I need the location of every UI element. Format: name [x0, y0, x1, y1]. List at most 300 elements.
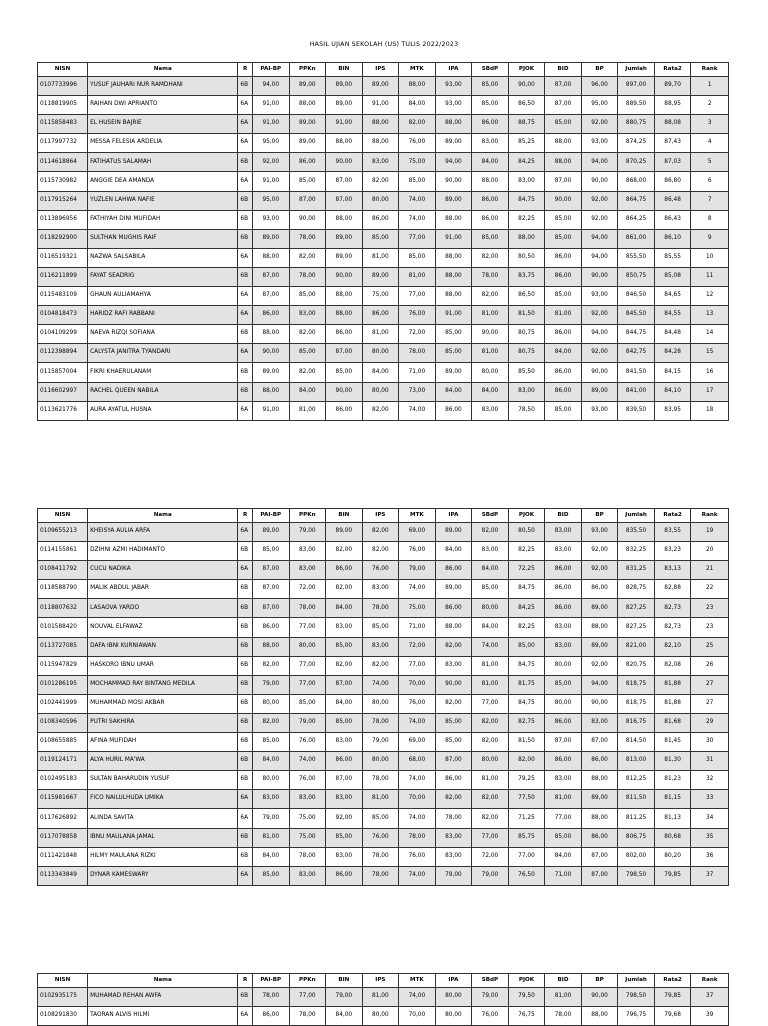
cell-bin: 82,00 — [326, 656, 363, 675]
cell-pjok: 80,50 — [508, 248, 545, 267]
cell-bin: 91,00 — [326, 115, 363, 134]
cell-sbdp: 83,00 — [472, 401, 509, 420]
cell-mtk: 84,00 — [399, 96, 436, 115]
cell-bp: 92,00 — [581, 115, 618, 134]
cell-rank: 32 — [691, 771, 729, 790]
column-header-average: Rata2 — [654, 974, 691, 988]
cell-ipa: 85,00 — [435, 325, 472, 344]
column-header-mtk: MTK — [399, 63, 436, 77]
table-row — [38, 267, 729, 286]
cell-bid: 86,00 — [545, 267, 582, 286]
cell-bid: 80,00 — [545, 694, 582, 713]
column-header-rank: Rank — [691, 509, 729, 523]
table-row — [38, 523, 729, 542]
header-row — [38, 509, 729, 523]
cell-total: 827,25 — [618, 618, 655, 637]
table-row — [38, 248, 729, 267]
cell-average: 79,68 — [654, 1007, 691, 1026]
cell-rank: 8 — [691, 210, 729, 229]
cell-ips: 88,00 — [362, 115, 399, 134]
cell-average: 86,10 — [654, 229, 691, 248]
cell-total: 868,00 — [618, 172, 655, 191]
cell-bin: 88,00 — [326, 287, 363, 306]
cell-nisn: 0117626892 — [38, 809, 88, 828]
cell-ppkn: 77,00 — [289, 656, 326, 675]
cell-nisn: 0114618864 — [38, 153, 88, 172]
table-row — [38, 599, 729, 618]
cell-class: 6A — [238, 1007, 253, 1026]
table-row — [38, 325, 729, 344]
cell-ipa: 93,00 — [435, 77, 472, 96]
cell-nisn: 0112398894 — [38, 344, 88, 363]
cell-rank: 16 — [691, 363, 729, 382]
cell-nisn: 0115857004 — [38, 363, 88, 382]
cell-pai-bp: 87,00 — [253, 599, 290, 618]
cell-mtk: 74,00 — [399, 210, 436, 229]
cell-pai-bp: 83,00 — [253, 790, 290, 809]
cell-nisn: 0108411792 — [38, 561, 88, 580]
results-table-1 — [37, 62, 729, 421]
cell-bp: 90,00 — [581, 172, 618, 191]
cell-class: 6B — [238, 675, 253, 694]
cell-sbdp: 81,00 — [472, 771, 509, 790]
cell-class: 6B — [238, 847, 253, 866]
cell-mtk: 74,00 — [399, 771, 436, 790]
cell-ips: 78,00 — [362, 713, 399, 732]
cell-average: 84,48 — [654, 325, 691, 344]
cell-rank: 27 — [691, 675, 729, 694]
cell-mtk: 73,00 — [399, 382, 436, 401]
cell-ppkn: 82,00 — [289, 363, 326, 382]
cell-rank: 18 — [691, 401, 729, 420]
cell-nisn: 0117997732 — [38, 134, 88, 153]
cell-name: RACHEL QUEEN NABILA — [88, 382, 238, 401]
cell-average: 83,95 — [654, 401, 691, 420]
cell-sbdp: 85,00 — [472, 580, 509, 599]
cell-bin: 82,00 — [326, 542, 363, 561]
cell-mtk: 74,00 — [399, 866, 436, 885]
cell-total: 855,50 — [618, 248, 655, 267]
cell-ipa: 85,00 — [435, 713, 472, 732]
cell-rank: 26 — [691, 656, 729, 675]
cell-bid: 85,00 — [545, 210, 582, 229]
cell-rank: 14 — [691, 325, 729, 344]
cell-pai-bp: 80,00 — [253, 694, 290, 713]
cell-ppkn: 83,00 — [289, 561, 326, 580]
cell-total: 818,75 — [618, 694, 655, 713]
cell-sbdp: 79,00 — [472, 988, 509, 1007]
table-row — [38, 191, 729, 210]
cell-pai-bp: 87,00 — [253, 267, 290, 286]
page-title: HASIL UJIAN SEKOLAH (US) TULIS 2022/2023 — [309, 41, 459, 48]
cell-sbdp: 82,00 — [472, 733, 509, 752]
cell-mtk: 77,00 — [399, 287, 436, 306]
cell-name: ALINDA SAVITA — [88, 809, 238, 828]
cell-name: DAFA IBNI KURNIAWAN — [88, 637, 238, 656]
cell-sbdp: 90,00 — [472, 325, 509, 344]
cell-ppkn: 75,00 — [289, 809, 326, 828]
cell-total: 798,50 — [618, 866, 655, 885]
cell-bp: 88,00 — [581, 771, 618, 790]
cell-sbdp: 88,00 — [472, 172, 509, 191]
cell-bp: 87,00 — [581, 847, 618, 866]
cell-bp: 94,00 — [581, 248, 618, 267]
cell-nisn: 0115483109 — [38, 287, 88, 306]
cell-ips: 80,00 — [362, 344, 399, 363]
cell-rank: 20 — [691, 542, 729, 561]
cell-total: 813,00 — [618, 752, 655, 771]
cell-class: 6A — [238, 561, 253, 580]
cell-pai-bp: 86,00 — [253, 618, 290, 637]
cell-class: 6B — [238, 752, 253, 771]
cell-total: 850,75 — [618, 267, 655, 286]
cell-average: 89,70 — [654, 77, 691, 96]
cell-pjok: 83,75 — [508, 267, 545, 286]
cell-pai-bp: 89,00 — [253, 523, 290, 542]
cell-pai-bp: 95,00 — [253, 191, 290, 210]
cell-bp: 95,00 — [581, 96, 618, 115]
cell-bp: 93,00 — [581, 134, 618, 153]
cell-pai-bp: 89,00 — [253, 229, 290, 248]
table-row — [38, 656, 729, 675]
cell-sbdp: 81,00 — [472, 344, 509, 363]
cell-bin: 87,00 — [326, 191, 363, 210]
cell-rank: 12 — [691, 287, 729, 306]
cell-class: 6B — [238, 382, 253, 401]
cell-total: 870,25 — [618, 153, 655, 172]
cell-pjok: 85,50 — [508, 363, 545, 382]
cell-ipa: 91,00 — [435, 229, 472, 248]
cell-pai-bp: 86,00 — [253, 306, 290, 325]
cell-class: 6B — [238, 580, 253, 599]
cell-nisn: 0104818473 — [38, 306, 88, 325]
cell-average: 82,73 — [654, 618, 691, 637]
cell-bin: 83,00 — [326, 618, 363, 637]
cell-average: 85,55 — [654, 248, 691, 267]
cell-sbdp: 78,00 — [472, 267, 509, 286]
cell-name: PUTRI SAKHIRA — [88, 713, 238, 732]
results-table-2 — [37, 508, 729, 886]
cell-class: 6A — [238, 790, 253, 809]
cell-bin: 85,00 — [326, 828, 363, 847]
table-row — [38, 115, 729, 134]
cell-ips: 80,00 — [362, 694, 399, 713]
cell-pjok: 84,75 — [508, 694, 545, 713]
cell-class: 6B — [238, 988, 253, 1007]
cell-average: 86,43 — [654, 210, 691, 229]
cell-rank: 1 — [691, 77, 729, 96]
cell-class: 6A — [238, 344, 253, 363]
cell-bin: 88,00 — [326, 134, 363, 153]
cell-ipa: 82,00 — [435, 694, 472, 713]
table-row — [38, 344, 729, 363]
column-header-pjok: PJOK — [508, 974, 545, 988]
cell-ppkn: 77,00 — [289, 618, 326, 637]
cell-ppkn: 87,00 — [289, 191, 326, 210]
cell-class: 6B — [238, 229, 253, 248]
cell-sbdp: 80,00 — [472, 599, 509, 618]
cell-name: CUCU NADIKA — [88, 561, 238, 580]
cell-total: 897,00 — [618, 77, 655, 96]
table-row — [38, 401, 729, 420]
cell-ppkn: 85,00 — [289, 172, 326, 191]
cell-average: 81,13 — [654, 809, 691, 828]
cell-pai-bp: 88,00 — [253, 382, 290, 401]
cell-nisn: 0116602997 — [38, 382, 88, 401]
cell-ppkn: 84,00 — [289, 382, 326, 401]
cell-mtk: 88,00 — [399, 77, 436, 96]
column-header-pjok: PJOK — [508, 63, 545, 77]
table-row — [38, 694, 729, 713]
cell-class: 6A — [238, 401, 253, 420]
cell-bin: 89,00 — [326, 77, 363, 96]
cell-bin: 92,00 — [326, 809, 363, 828]
cell-bp: 89,00 — [581, 382, 618, 401]
cell-pai-bp: 82,00 — [253, 656, 290, 675]
cell-name: LASAOVA YARDO — [88, 599, 238, 618]
cell-bin: 84,00 — [326, 1007, 363, 1026]
cell-bid: 78,00 — [545, 1007, 582, 1026]
column-header-ipa: IPA — [435, 509, 472, 523]
cell-pai-bp: 91,00 — [253, 96, 290, 115]
cell-bid: 83,00 — [545, 542, 582, 561]
cell-ppkn: 78,00 — [289, 599, 326, 618]
cell-nisn: 0108655885 — [38, 733, 88, 752]
cell-name: MUHAMAD REHAN AWFA — [88, 988, 238, 1007]
column-header-total: Jumlah — [618, 63, 655, 77]
cell-ppkn: 81,00 — [289, 401, 326, 420]
cell-average: 81,30 — [654, 752, 691, 771]
cell-class: 6A — [238, 866, 253, 885]
column-header-ips: IPS — [362, 63, 399, 77]
cell-sbdp: 74,00 — [472, 637, 509, 656]
cell-nisn: 0119124171 — [38, 752, 88, 771]
cell-bin: 79,00 — [326, 988, 363, 1007]
cell-pai-bp: 86,00 — [253, 1007, 290, 1026]
cell-pjok: 72,25 — [508, 561, 545, 580]
cell-nisn: 0115981667 — [38, 790, 88, 809]
column-header-sbdp: SBdP — [472, 63, 509, 77]
cell-sbdp: 81,00 — [472, 656, 509, 675]
cell-bp: 92,00 — [581, 210, 618, 229]
table-row — [38, 752, 729, 771]
cell-name: ANGGIE DEA AMANDA — [88, 172, 238, 191]
cell-average: 80,68 — [654, 828, 691, 847]
cell-average: 84,55 — [654, 306, 691, 325]
cell-class: 6B — [238, 828, 253, 847]
cell-nisn: 0117915264 — [38, 191, 88, 210]
cell-bid: 83,00 — [545, 771, 582, 790]
cell-ppkn: 85,00 — [289, 344, 326, 363]
cell-pai-bp: 78,00 — [253, 988, 290, 1007]
cell-pai-bp: 94,00 — [253, 77, 290, 96]
cell-total: 796,75 — [618, 1007, 655, 1026]
cell-sbdp: 84,00 — [472, 382, 509, 401]
cell-nisn: 0102935175 — [38, 988, 88, 1007]
cell-pai-bp: 90,00 — [253, 344, 290, 363]
cell-nisn: 0108291830 — [38, 1007, 88, 1026]
cell-bp: 93,00 — [581, 401, 618, 420]
cell-bin: 90,00 — [326, 267, 363, 286]
cell-bid: 86,00 — [545, 752, 582, 771]
cell-mtk: 71,00 — [399, 618, 436, 637]
cell-class: 6A — [238, 248, 253, 267]
cell-rank: 36 — [691, 847, 729, 866]
cell-bin: 90,00 — [326, 382, 363, 401]
cell-pai-bp: 93,00 — [253, 210, 290, 229]
cell-pai-bp: 81,00 — [253, 828, 290, 847]
cell-class: 6B — [238, 656, 253, 675]
cell-name: DYNAR KAMESWARY — [88, 866, 238, 885]
cell-ips: 80,00 — [362, 752, 399, 771]
cell-nisn: 0118588790 — [38, 580, 88, 599]
cell-mtk: 82,00 — [399, 115, 436, 134]
cell-pjok: 81,50 — [508, 733, 545, 752]
cell-nisn: 0116519321 — [38, 248, 88, 267]
cell-average: 80,20 — [654, 847, 691, 866]
column-header-bp: BP — [581, 509, 618, 523]
cell-rank: 27 — [691, 694, 729, 713]
cell-sbdp: 83,00 — [472, 134, 509, 153]
cell-mtk: 70,00 — [399, 1007, 436, 1026]
cell-ppkn: 89,00 — [289, 115, 326, 134]
cell-nisn: 0107733996 — [38, 77, 88, 96]
cell-bp: 94,00 — [581, 675, 618, 694]
column-header-ips: IPS — [362, 974, 399, 988]
cell-ips: 85,00 — [362, 618, 399, 637]
cell-bin: 85,00 — [326, 637, 363, 656]
cell-total: 816,75 — [618, 713, 655, 732]
cell-average: 88,95 — [654, 96, 691, 115]
cell-rank: 11 — [691, 267, 729, 286]
cell-name: FICO NAILULHUDA UMIKA — [88, 790, 238, 809]
cell-total: 874,25 — [618, 134, 655, 153]
cell-class: 6A — [238, 306, 253, 325]
cell-class: 6B — [238, 618, 253, 637]
cell-sbdp: 86,00 — [472, 115, 509, 134]
cell-bp: 92,00 — [581, 656, 618, 675]
cell-rank: 37 — [691, 988, 729, 1007]
cell-name: ALYA HURIL MA'WA — [88, 752, 238, 771]
column-header-pai-bp: PAI-BP — [253, 63, 290, 77]
cell-nisn: 0113727085 — [38, 637, 88, 656]
cell-nisn: 0111421848 — [38, 847, 88, 866]
cell-name: YUZLEN LAHWA NAFIE — [88, 191, 238, 210]
cell-name: MUHAMMAD MOSI AKBAR — [88, 694, 238, 713]
cell-bp: 94,00 — [581, 153, 618, 172]
cell-rank: 3 — [691, 115, 729, 134]
column-header-class: R — [238, 63, 253, 77]
cell-pai-bp: 85,00 — [253, 866, 290, 885]
column-header-bin: BIN — [326, 974, 363, 988]
cell-pjok: 76,50 — [508, 866, 545, 885]
cell-name: HARIDZ RAFI RABBANI — [88, 306, 238, 325]
cell-sbdp: 72,00 — [472, 847, 509, 866]
cell-ppkn: 79,00 — [289, 523, 326, 542]
cell-nisn: 0118292900 — [38, 229, 88, 248]
cell-bp: 92,00 — [581, 561, 618, 580]
cell-ipa: 79,00 — [435, 866, 472, 885]
cell-pjok: 88,75 — [508, 115, 545, 134]
table-row — [38, 306, 729, 325]
cell-average: 81,88 — [654, 694, 691, 713]
cell-sbdp: 85,00 — [472, 96, 509, 115]
cell-rank: 13 — [691, 306, 729, 325]
table-row — [38, 134, 729, 153]
cell-nisn: 0113896956 — [38, 210, 88, 229]
cell-ppkn: 76,00 — [289, 733, 326, 752]
cell-pai-bp: 88,00 — [253, 325, 290, 344]
cell-nisn: 0109655213 — [38, 523, 88, 542]
cell-ipa: 83,00 — [435, 828, 472, 847]
cell-class: 6A — [238, 115, 253, 134]
cell-mtk: 85,00 — [399, 172, 436, 191]
cell-total: 832,25 — [618, 542, 655, 561]
cell-name: HILMY MAULANA RIZKI — [88, 847, 238, 866]
cell-mtk: 74,00 — [399, 713, 436, 732]
cell-mtk: 75,00 — [399, 599, 436, 618]
cell-mtk: 77,00 — [399, 656, 436, 675]
cell-nisn: 0108340596 — [38, 713, 88, 732]
cell-total: 802,00 — [618, 847, 655, 866]
cell-bid: 86,00 — [545, 325, 582, 344]
cell-bid: 87,00 — [545, 96, 582, 115]
cell-average: 86,48 — [654, 191, 691, 210]
cell-average: 87,03 — [654, 153, 691, 172]
cell-pai-bp: 79,00 — [253, 675, 290, 694]
cell-nisn: 0104109299 — [38, 325, 88, 344]
cell-rank: 4 — [691, 134, 729, 153]
cell-nisn: 0101286195 — [38, 675, 88, 694]
cell-bid: 86,00 — [545, 248, 582, 267]
cell-bin: 89,00 — [326, 523, 363, 542]
cell-average: 82,88 — [654, 580, 691, 599]
cell-ipa: 86,00 — [435, 561, 472, 580]
cell-total: 811,25 — [618, 809, 655, 828]
cell-pjok: 84,25 — [508, 153, 545, 172]
cell-mtk: 74,00 — [399, 988, 436, 1007]
cell-rank: 9 — [691, 229, 729, 248]
cell-ips: 86,00 — [362, 306, 399, 325]
cell-total: 889,50 — [618, 96, 655, 115]
cell-average: 86,80 — [654, 172, 691, 191]
cell-bp: 90,00 — [581, 267, 618, 286]
cell-average: 82,10 — [654, 637, 691, 656]
cell-ips: 80,00 — [362, 1007, 399, 1026]
cell-ppkn: 78,00 — [289, 229, 326, 248]
cell-bin: 84,00 — [326, 599, 363, 618]
cell-pai-bp: 84,00 — [253, 847, 290, 866]
table-row — [38, 542, 729, 561]
table-row — [38, 733, 729, 752]
column-header-nisn: NISN — [38, 509, 88, 523]
table-row — [38, 172, 729, 191]
cell-ipa: 83,00 — [435, 656, 472, 675]
cell-rank: 6 — [691, 172, 729, 191]
cell-bid: 85,00 — [545, 401, 582, 420]
cell-bid: 86,00 — [545, 580, 582, 599]
cell-mtk: 71,00 — [399, 363, 436, 382]
cell-ppkn: 80,00 — [289, 637, 326, 656]
cell-total: 818,75 — [618, 675, 655, 694]
cell-total: 814,50 — [618, 733, 655, 752]
cell-bp: 93,00 — [581, 287, 618, 306]
cell-ipa: 89,00 — [435, 580, 472, 599]
cell-pai-bp: 95,00 — [253, 134, 290, 153]
cell-bid: 86,00 — [545, 561, 582, 580]
cell-ipa: 91,00 — [435, 306, 472, 325]
cell-mtk: 85,00 — [399, 248, 436, 267]
